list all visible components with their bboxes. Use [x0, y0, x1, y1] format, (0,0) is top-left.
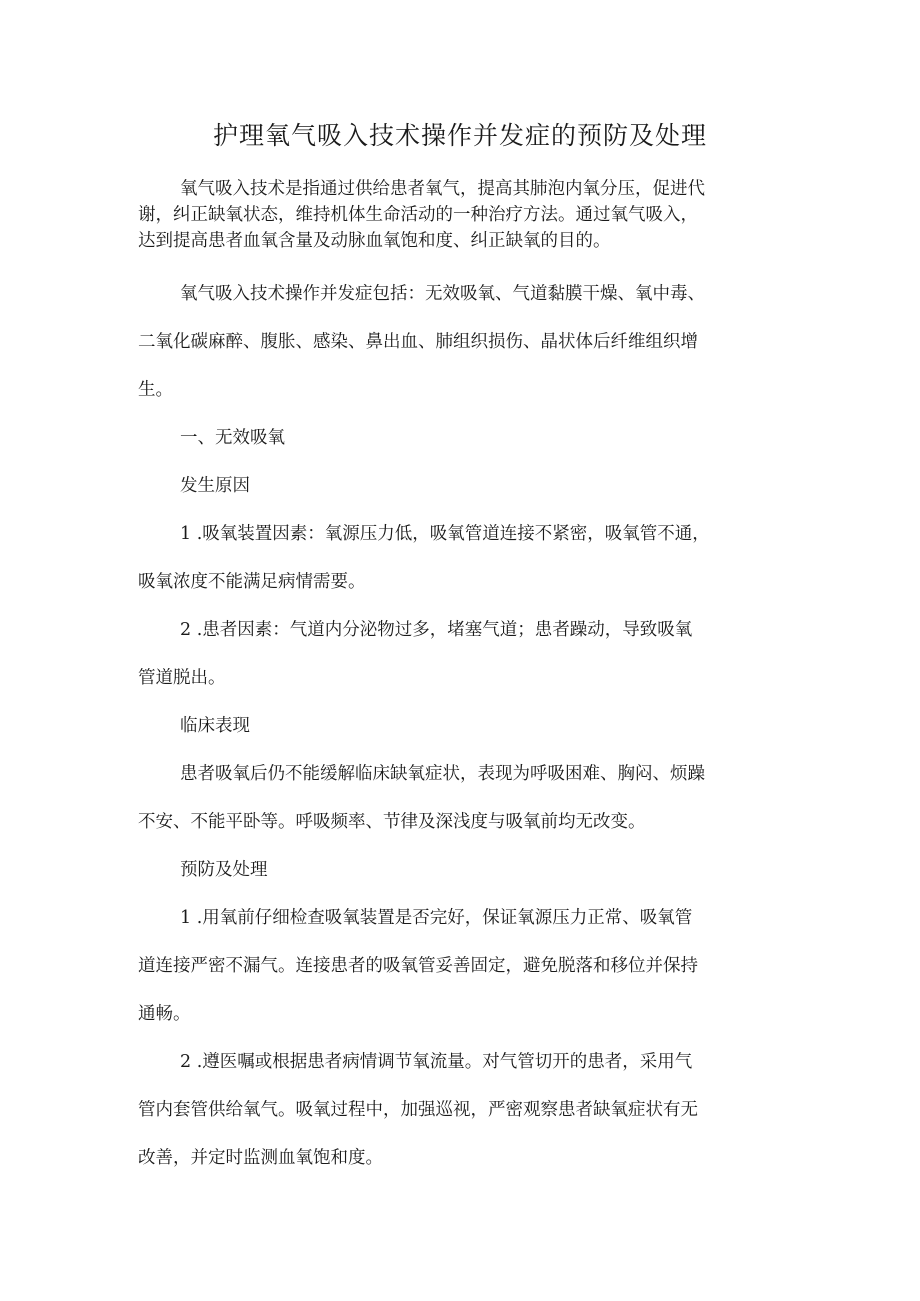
prevention-1-line: 通畅。: [138, 1004, 191, 1024]
prevention-2-line: 改善，并定时监测血氧饱和度。: [138, 1148, 383, 1168]
intro-paragraph: [138, 176, 798, 254]
clinical-line: 患者吸氧后仍不能缓解临床缺氧症状，表现为呼吸困难、胸闷、烦躁: [180, 764, 705, 784]
prevention-heading: 预防及处理: [180, 860, 268, 880]
intro-line: 谢，纠正缺氧状态，维持机体生命活动的一种治疗方法。通过氧气吸入，: [138, 205, 698, 225]
complications-line: 生。: [138, 380, 173, 400]
document-body: [138, 270, 798, 1182]
prevention-1-line: 1 .用氧前仔细检查吸氧装置是否完好，保证氧源压力正常、吸氧管: [180, 908, 693, 928]
clinical-line: 不安、不能平卧等。呼吸频率、节律及深浅度与吸氧前均无改变。: [138, 812, 646, 832]
section-1-heading: 一、无效吸氧: [180, 428, 285, 448]
complications-line: 氧气吸入技术操作并发症包括：无效吸氧、气道黏膜干燥、氧中毒、: [180, 284, 705, 304]
complications-line: 二氧化碳麻醉、腹胀、感染、鼻出血、肺组织损伤、晶状体后纤维组织增: [138, 332, 698, 352]
intro-line: 氧气吸入技术是指通过供给患者氧气，提高其肺泡内氧分压，促进代: [180, 179, 705, 199]
cause-2-line: 2 .患者因素：气道内分泌物过多，堵塞气道；患者躁动，导致吸氧: [180, 620, 693, 640]
prevention-2-line: 2 .遵医嘱或根据患者病情调节氧流量。对气管切开的患者，采用气: [180, 1052, 693, 1072]
intro-line: 达到提高患者血氧含量及动脉血氧饱和度、纠正缺氧的目的。: [138, 231, 611, 251]
clinical-heading: 临床表现: [180, 716, 250, 736]
prevention-2-line: 管内套管供给氧气。吸氧过程中，加强巡视，严密观察患者缺氧症状有无: [138, 1100, 698, 1120]
cause-heading: 发生原因: [180, 476, 250, 496]
document-title: 护理氧气吸入技术操作并发症的预防及处理: [212, 121, 707, 150]
cause-1-line: 1 .吸氧装置因素：氧源压力低，吸氧管道连接不紧密，吸氧管不通，: [180, 524, 710, 544]
prevention-1-line: 道连接严密不漏气。连接患者的吸氧管妥善固定，避免脱落和移位并保持: [138, 956, 698, 976]
cause-1-line: 吸氧浓度不能满足病情需要。: [138, 572, 366, 592]
cause-2-line: 管道脱出。: [138, 668, 226, 688]
